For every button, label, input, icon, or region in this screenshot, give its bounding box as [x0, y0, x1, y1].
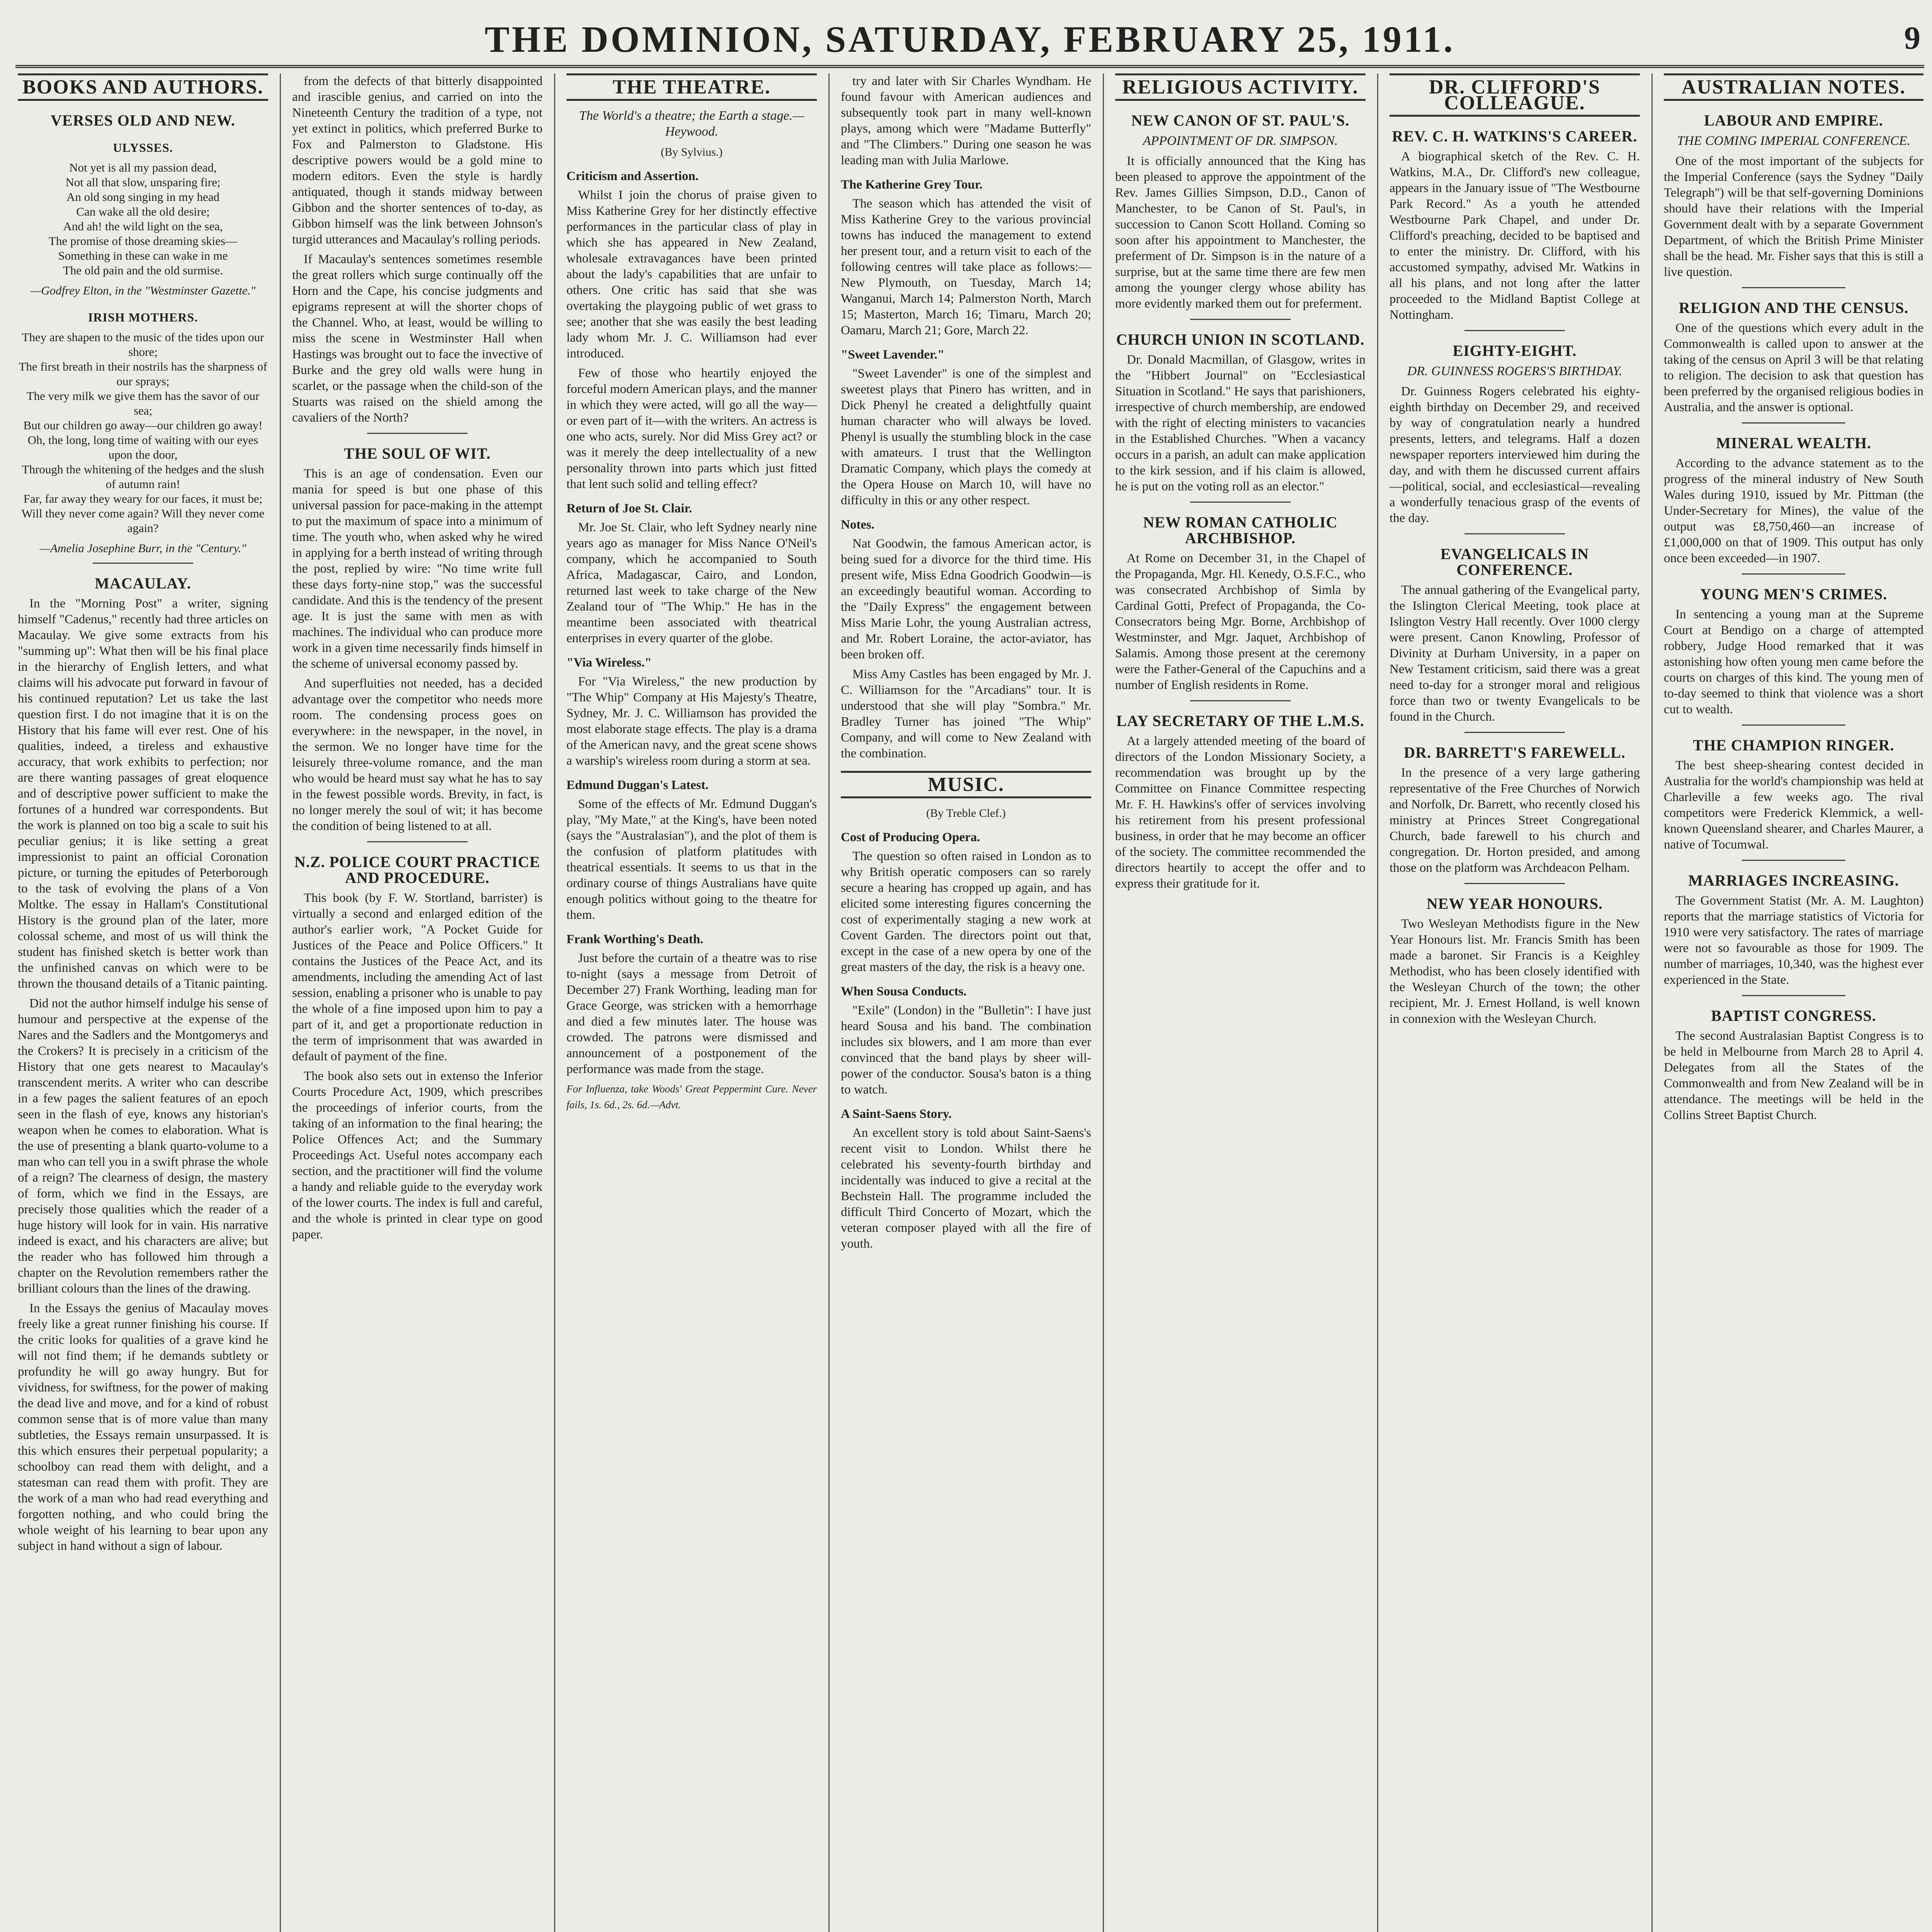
article-paragraph: Whilst I join the chorus of praise given to Miss Katherine Grey for her distinctly effective performances in the particular class of play in which she has appeared in New Zealand, wholesale extravagances have been printed about the lady's capabilities that are unfair to others. One critic has said that she was overtaking the playgoing public of wet grass to see; another that she was easily the best leading lady whom Mr. J. C. Williamson had ever introduced.: [566, 188, 817, 361]
subheading: Frank Worthing's Death.: [566, 932, 704, 946]
section-heading: THE THEATRE.: [566, 73, 817, 101]
subheading: A Saint-Saens Story.: [841, 1107, 952, 1121]
article-paragraph: Nat Goodwin, the famous American actor, is being sued for a divorce for the third time. His present wife, Miss Edna Goodrich Goodwin—is an exceedingly beautiful woman. According to the "Daily Express" the engagement between Miss Marie Lohr, the young Australian actress, and Mr. Robert Loraine, the actor-aviator, has been broken off.: [841, 537, 1091, 662]
poem-text: Not yet is all my passion dead, Not all that slow, unsparing fire; An old song singing in my head Can wake all the old desire; And ah! the wild light on the sea, The promise of those dreaming skies— Something in these can wake in me The old pain and the old surmise.: [48, 161, 238, 277]
article-paragraph: Some of the effects of Mr. Edmund Duggan's play, "My Mate," at the King's, have been noted (says the "Australasian"), and the plot of them is the confusion of platform platitudes with theatrical essentials. It seems to us that in the ordinary course of things Australians have quite enough politics without going to the theatre for them.: [566, 797, 817, 922]
section-heading: MUSIC.: [841, 771, 1091, 798]
poem-text: They are shapen to the music of the tides upon our shore; The first breath in their nostrils has the sharpness of our sprays; The very milk we give them has the savor of our sea; But our children go away—our children go away! Oh, the long, long time of waiting with our eyes upon the door, Through the whitening of the hedges and the slush of autumn rain! Far, far away they weary for our faces, it must be; Will they never come again? Will they never come again?: [19, 330, 267, 535]
divider: [1190, 502, 1290, 503]
divider: [1742, 724, 1846, 726]
column-rule: [1651, 73, 1653, 1932]
divider: [1742, 860, 1846, 861]
article-paragraph: In the presence of a very large gathering representative of the Free Churches of Norwich and Norfolk, Dr. Barrett, who recently closed his ministry at Princes Street Congregational Church, bade farewell to his church and congregation. Dr. Horton presided, and among those on the platform was Archdeacon Pelham.: [1389, 766, 1640, 875]
article-paragraph: The book also sets out in extenso the Inferior Courts Procedure Act, 1909, which prescribes the proceedings of inferior courts, from the taking of an information to the final hearing; the Police Offences Act; and the Summary Proceedings Act. Useful notes accompany each section, and the practitioner will find the volume a handy and reliable guide to the everyday work of the lower courts. The index is full and careful, and the whole is printed in clear type on good paper.: [292, 1069, 543, 1242]
article-heading: DR. BARRETT'S FAREWELL.: [1404, 744, 1626, 761]
subheading: Return of Joe St. Clair.: [566, 502, 692, 515]
article-paragraph: Dr. Guinness Rogers celebrated his eighty-eighth birthday on December 29, and received by way of congratulation nearly a hundred presents, letters, and telegrams. Half a dozen newspaper reporters interviewed him during the day, and with them he discussed current affairs—political, social, and ecclesiastical—revealing a wonderfully tenacious grasp of the events of the day.: [1389, 384, 1640, 525]
section-heading: BOOKS AND AUTHORS.: [18, 73, 268, 101]
advertisement: For Influenza, take Woods' Great Peppermint Cure. Never fails, 1s. 6d., 2s. 6d.—Advt.: [566, 1083, 817, 1111]
article-heading: THE SOUL OF WIT.: [344, 445, 491, 462]
article-paragraph: Just before the curtain of a theatre was to rise to-night (says a message from Detroit of December 27) Frank Worthing, leading man for Grace George, was stricken with a hemorrhage and died a few minutes later. The house was crowded. The patrons were dismissed and announcement of a postponement of the performance was made from the stage.: [566, 951, 817, 1076]
article-paragraph: Dr. Donald Macmillan, of Glasgow, writes in the "Hibbert Journal" on "Ecclesiastical Situation in Scotland." He says that parishioners, irrespective of church membership, are endowed with the right of electing ministers to vacancies in the Established Churches. "When a vacancy occurs in a parish, an adult can make application to the kirk session, and if his claim is allowed, he is put on the voting roll as an elector.": [1115, 353, 1366, 493]
article-paragraph: "Sweet Lavender" is one of the simplest and sweetest plays that Pinero has written, and in Dick Phenyl he created a delightfully quaint human character who will always be loved. Phenyl is usually the stumbling block in the case with amateurs. I trust that the Wellington Dramatic Company, which plays the comedy at the Opera House on March 10, will have no difficulty in this or any other respect.: [841, 367, 1091, 507]
divider: [1464, 883, 1565, 884]
column-australian-notes: [1654, 73, 1932, 1932]
article-heading: MARRIAGES INCREASING.: [1688, 872, 1899, 889]
article-paragraph: An excellent story is told about Saint-Saens's recent visit to London. Whilst there he celebrated his seventy-fourth birthday and incidentally was induced to give a recital at the Bechstein Hall. The programme included the difficult Third Concerto of Mozart, which the veteran composer played with all the fire of youth.: [841, 1126, 1091, 1251]
poem-credit: —Amelia Josephine Burr, in the "Century.": [39, 541, 247, 555]
section-heading: DR. CLIFFORD'S COLLEAGUE.: [1389, 73, 1640, 117]
article-heading: BAPTIST CONGRESS.: [1711, 1007, 1876, 1024]
article-paragraph: try and later with Sir Charles Wyndham. He found favour with American audiences and subsequently took part in many well-known plays, among which were "Madame Butterfly" and "The Climbers." During one season he was leading man with Julia Marlowe.: [841, 74, 1091, 167]
article-paragraph: According to the advance statement as to the progress of the mineral industry of New South Wales during 1910, issued by Mr. Pittman (the Under-Secretary for Mines), the value of the output was £8,750,460—an increase of £1,000,000 on that of 1909. This output has only once been exceeded—in 1907.: [1664, 456, 1923, 565]
divider: [1190, 319, 1290, 320]
article-paragraph: In the "Morning Post" a writer, signing himself "Cadenus," recently had three articles on Macaulay. We give some extracts from his "summing up": What then will be his final place in the hierarchy of English letters, and what claims will his advocate put forward in favour of his continued reputation? Let us take the last question first. I do not imagine that it is on the History that his fame will ever rest. One of his qualities, indeed, a tireless and exhaustive accuracy, that work exhibits to perfection; nor are there wanting passages of great eloquence and of descriptive power sufficient to make the fortunes of a hundred war correspondents. But the work is planned on too big a scale to suit his peculiar genius; it is like setting a great impressionist to paint an official Coronation picture, or turning the epitudes of Peterborough to the task of evolving the plans of a Von Moltke. The essay in Hallam's Constitutional History is the ground plan of the later, more colossal scheme, and most of us will think the student has finished sketch is better work than the unfinished canvas on which were to be thrown the thousand details of a Titanic painting.: [18, 597, 268, 991]
divider: [367, 841, 467, 842]
divider: [1190, 700, 1290, 701]
divider: [367, 433, 467, 434]
article-paragraph: A biographical sketch of the Rev. C. H. Watkins, M.A., Dr. Clifford's new colleague, appears in the January issue of "The Westbourne Park Record." As a youth he attended Westbourne Park Chapel, and under Dr. Clifford's preaching, decided to be baptised and to enter the ministry. Dr. Clifford, with his accustomed sympathy, advised Mr. Watkins in all his plans, and not long after the latter proceeded to the Midland Baptist College at Nottingham.: [1389, 150, 1640, 322]
column-theatre: [556, 73, 827, 1932]
article-subheading: DR. GUINNESS ROGERS'S BIRTHDAY.: [1407, 364, 1622, 378]
subheading: Criticism and Assertion.: [566, 169, 699, 183]
article-heading: MACAULAY.: [95, 575, 191, 592]
poem-credit: —Godfrey Elton, in the "Westminster Gazette.": [30, 284, 256, 297]
subheading: The Katherine Grey Tour.: [841, 178, 983, 192]
article-heading: NEW ROMAN CATHOLIC ARCHBISHOP.: [1143, 514, 1338, 547]
subheading: "Sweet Lavender.": [841, 348, 945, 362]
divider: [1742, 287, 1846, 288]
article-paragraph: Did not the author himself indulge his sense of humour and perspective at the expense of the Nares and the Sadlers and the Montgomerys and the Crokers? It is precisely in a criticism of the History that one gets nearest to Macaulay's transcendent merits. A writer who can describe in a few pages the salient features of an epoch seen in the flash of eye, knows any historian's weapon when he comes to elaboration. What is the use of presenting a blank quarto-volume to a man who can tell you in a swift phrase the whole of a reign? The clearness of design, the mastery of form, which we find in the Essays, are precisely those qualities which the reader of a huge history will look for in vain. His narrative indeed is exact, and his characters are alive; but the reader who has followed him through a chapter on the Revolution remembers rather the brilliant colours than the lines of the drawing.: [18, 997, 268, 1296]
column-books-and-authors: [8, 73, 278, 1932]
article-heading: EVANGELICALS IN CONFERENCE.: [1440, 545, 1589, 578]
article-paragraph: The Government Statist (Mr. A. M. Laughton) reports that the marriage statistics of Victoria for 1910 were very satisfactory. The rates of marriage were not so favourable as those for 1909. The number of marriages, 10,340, was the highest ever experienced in the State.: [1664, 894, 1923, 987]
article-heading: CHURCH UNION IN SCOTLAND.: [1116, 331, 1365, 348]
poem-title: IRISH MOTHERS.: [88, 310, 198, 324]
column-religious-activity: [1105, 73, 1376, 1932]
article-paragraph: "Exile" (London) in the "Bulletin": I have just heard Sousa and his band. The combination includes six blowers, and I am more than ever convinced that the band plays by sheer will-power of the conductor. Sousa's baton is a thing to watch.: [841, 1003, 1091, 1097]
section-heading: AUSTRALIAN NOTES.: [1664, 73, 1923, 101]
article-paragraph: At a largely attended meeting of the board of directors of the London Missionary Society, a recommendation was brought up by the Committee on Finance Committee respecting Mr. F. H. Hawkins's offer of services involving his retirement from his present professional business, in order that he may become an officer of the society. The committee recommended the directors heartily to accept the offer and to express their gratitude for it.: [1115, 734, 1366, 891]
article-paragraph: At Rome on December 31, in the Chapel of the Propaganda, Mgr. Hl. Kenedy, O.S.F.C., who was consecrated Archbishop of Simla by Cardinal Gotti, Prefect of Propaganda, the Co-Consecrators being Mgr. Borne, Archbishop of Westminster, and Mgr. Jaquet, Archbishop of Salamis. Among those present at the ceremony were the Father-General of the Capuchins and a number of English residents in Rome.: [1115, 551, 1366, 692]
page-number: 9: [1904, 20, 1920, 56]
article-subheading: THE COMING IMPERIAL CONFERENCE.: [1677, 134, 1910, 148]
section-motto: The World's a theatre; the Earth a stage.—Heywood.: [579, 109, 804, 139]
divider: [1742, 422, 1846, 423]
masthead-title: THE DOMINION, SATURDAY, FEBRUARY 25, 1911.: [485, 19, 1455, 60]
article-paragraph: The question so often raised in London as to why British operatic composers can so rarely secure a hearing has cropped up again, and has elicited some interesting figures concerning the cost of experimentally staging a new work at Covent Garden. The directors point out that, except in the case of a new opera by one of the great masters of the day, the risk is a heavy one.: [841, 849, 1091, 974]
article-heading: REV. C. H. WATKINS'S CAREER.: [1392, 128, 1638, 145]
divider: [1464, 330, 1565, 331]
divider: [1742, 573, 1846, 575]
divider: [1464, 533, 1565, 534]
article-heading: MINERAL WEALTH.: [1716, 434, 1871, 452]
article-paragraph: The season which has attended the visit of Miss Katherine Grey to the various provincial towns has induced the management to extend her present tour, and a return visit to each of the following centres will take place as follows:—New Plymouth, on Tuesday, March 14; Wanganui, March 14; Palmerston North, March 15; Masterton, March 16; Timaru, March 20; Oamaru, March 21; Gore, March 22.: [841, 197, 1091, 337]
article-paragraph: And superfluities not needed, has a decided advantage over the competitor who needs more room. The condensing process goes on everywhere: in the newspaper, in the novel, in the sermon. We no longer have time for the leisurely three-volume romance, and the man who would be heard must say what he has to say in the fewest possible words. Brevity, in fact, is no longer merely the soul of wit; it has become the condition of being listened to at all.: [292, 677, 543, 833]
article-paragraph: In sentencing a young man at the Supreme Court at Bendigo on a charge of attempted robbery, Judge Hood remarked that it was astonishing how often young men came before the courts on charges of this kind. The young men of to-day seemed to think that violence was a short cut to wealth.: [1664, 607, 1923, 716]
column-rule: [280, 73, 281, 1932]
article-heading: EIGHTY-EIGHT.: [1452, 342, 1577, 359]
article-heading: YOUNG MEN'S CRIMES.: [1700, 585, 1888, 603]
column-two: [282, 73, 553, 1932]
article-paragraph: For "Via Wireless," the new production by "The Whip" Company at His Majesty's Theatre, Sydney, Mr. J. C. Williamson has provided the most elaborate stage effects. The play is a drama of the American navy, and the great scene shows a warship's wireless room during a storm at sea.: [566, 675, 817, 768]
divider: [1464, 732, 1565, 733]
article-paragraph: Few of those who heartily enjoyed the forceful modern American plays, and the manner in which they were acted, will go all the way—or even part of it—with the writers. An actress is one who acts, surely. Nor did Miss Grey act? or was it merely the deep intellectuality of a new personality thrown into parts which just fitted that lent such solid and telling effect?: [566, 366, 817, 491]
article-paragraph: The annual gathering of the Evangelical party, the Islington Clerical Meeting, took place at Islington Vestry Hall recently. Over 1000 clergy were present. Canon Knowling, Professor of Divinity at Durham University, in a paper on New Testament criticism, said there was a great need to-day for a stronger moral and religious force than two or twenty Evangelicals to be found in the Church.: [1389, 583, 1640, 724]
article-paragraph: This is an age of condensation. Even our mania for speed is but one phase of this universal passion for pace-making in the attempt to put the maximum of space into a minimum of time. The youth who, when asked why he wired in applying for a berth instead of writing through the post, replied by wire: "No time write full these days forty-nine stop," was the successful candidate. And this is the tendency of the present age. It is just the same with men as with machines. The individual who can produce more work in a given time necessarily finds himself in the scheme of universal economy passed by.: [292, 467, 543, 671]
article-paragraph: If Macaulay's sentences sometimes resemble the great rollers which surge continually off the Horn and the Cape, his concise judgments and epigrams represent at will the shorter chops of the Channel. Who, at least, would be willing to miss the scene in Westminster Hall when Hastings was brought out to face the invective of Burke and the grey old walls were hung in scarlet, or the passage when the child-son of the Stuarts was raised on the shield among the cavaliers of the North?: [292, 252, 543, 425]
article-paragraph: Miss Amy Castles has been engaged by Mr. J. C. Williamson for the "Arcadians" tour. It is understood that she will play "Sombra." Mr. Bradley Turner has joined "The Whip" Company, and will come to New Zealand with the combination.: [841, 667, 1091, 760]
article-subheading: APPOINTMENT OF DR. SIMPSON.: [1143, 134, 1338, 148]
subheading: When Sousa Conducts.: [841, 985, 967, 998]
article-paragraph: The second Australasian Baptist Congress is to be held in Melbourne from March 28 to April 4. Delegates from all the States of the Commonwealth and from New Zealand will be in attendance. The meetings will be held in the Collins Street Baptist Church.: [1664, 1029, 1923, 1122]
column-rule: [828, 73, 830, 1932]
article-heading: NEW YEAR HONOURS.: [1427, 895, 1603, 912]
divider: [93, 563, 193, 564]
article-heading: LAY SECRETARY OF THE L.M.S.: [1116, 712, 1364, 730]
article-heading: NEW CANON OF ST. PAUL'S.: [1131, 112, 1350, 129]
article-paragraph: This book (by F. W. Stortland, barrister) is virtually a second and enlarged edition of the author's earlier work, "A Pocket Guide for Justices of the Peace and Police Officers." It contains the Justices of the Peace Act, and its amendments, including the amending Act of last session, enabling a prisoner who is unable to pay the whole of a fine imposed upon him to pay a part of it, and get a proportionate reduction in the term of imprisonment that was awarded in default of payment of the fine.: [292, 891, 543, 1063]
divider: [1742, 995, 1846, 996]
article-heading: THE CHAMPION RINGER.: [1693, 736, 1895, 754]
poem-title: ULYSSES.: [113, 141, 173, 155]
article-paragraph: The best sheep-shearing contest decided in Australia for the world's championship was held at Charleville a few weeks ago. The rival competitors were Frederick Klemmick, a well-known Queensland shearer, and Charles Maurer, a native of Tocumwal.: [1664, 759, 1923, 852]
subheading: "Via Wireless.": [566, 656, 652, 670]
column-theatre-music: [831, 73, 1101, 1932]
article-heading: VERSES OLD AND NEW.: [51, 112, 235, 129]
article-heading: N.Z. POLICE COURT PRACTICE AND PROCEDURE.: [294, 853, 541, 886]
column-rule: [554, 73, 555, 1932]
byline: (By Treble Clef.): [926, 807, 1006, 820]
article-paragraph: Mr. Joe St. Clair, who left Sydney nearly nine years ago as manager for Miss Nance O'Neil's company, which he accompanied to South Africa, Madagascar, Cairo, and London, returned last week to take charge of the New Zealand tour of "The Whip." He has in the meantime been associated with theatrical enterprises in every quarter of the globe.: [566, 520, 817, 645]
subheading: Cost of Producing Opera.: [841, 830, 980, 844]
article-paragraph: It is officially announced that the King has been pleased to approve the appointment of the Rev. James Gillies Simpson, D.D., Canon of Manchester, to be Canon of St. Paul's, in succession to Canon Scott Holland. Coming so soon after his appointment to Manchester, the preferment of Dr. Simpson is in the nature of a surprise, but at the same time there are few men among the younger clergy whose ability has more evidently marked them out for preferment.: [1115, 154, 1366, 311]
article-paragraph: Two Wesleyan Methodists figure in the New Year Honours list. Mr. Francis Smith has been made a baronet. Sir Francis is a Keighley Methodist, who has been closely identified with the Wesleyan Church of the town; the other recipient, Mr. J. Ernest Holland, is well known in connexion with the Wesleyan Church.: [1389, 917, 1640, 1026]
column-rule: [1377, 73, 1378, 1932]
article-paragraph: One of the questions which every adult in the Commonwealth is called upon to answer at the taking of the census on April 3 will be that relating to religion. The decision to ask that question has been preferred by the organised religious bodies in Australia, and the answer is optional.: [1664, 321, 1923, 414]
subheading: Edmund Duggan's Latest.: [566, 778, 709, 792]
article-heading: LABOUR AND EMPIRE.: [1704, 112, 1883, 129]
section-heading: RELIGIOUS ACTIVITY.: [1115, 73, 1366, 101]
subheading: Notes.: [841, 518, 875, 532]
column-rule: [1103, 73, 1104, 1932]
masthead: [15, 11, 1924, 68]
article-paragraph: In the Essays the genius of Macaulay moves freely like a great runner finishing his course. If the critic looks for qualities of a grave kind he will not find them; if he demands subtlety or profundity he will go away hungry. But for vividness, for swiftness, for the power of making the dead live and move, and for a kind of robust common sense that is of more value than many subtleties, the Essays remain unsurpassed. It is this which ensures their perpetual popularity; a schoolboy can read them with delight, and a statesman can read them with profit. They are the work of a man who had read everything and forgotten nothing, and who could bring the whole weight of his learning to bear upon any subject in hand without a sign of labour.: [18, 1301, 268, 1553]
article-heading: RELIGION AND THE CENSUS.: [1679, 299, 1909, 316]
byline: (By Sylvius.): [660, 146, 723, 158]
column-clifford-colleague: [1379, 73, 1650, 1932]
article-paragraph: from the defects of that bitterly disappointed and irascible genius, and carried on into the Nineteenth Century the tradition of a type, not yet extinct in politics, which preferred Burke to Fox and Palmerston to Gladstone. His descriptive powers would be a gold mine to modern editors. Even the style is hardly antiquated, though it stands midway between Gibbon and the shorter sentences of to-day, as Gibbon himself was the link between Johnson's turgid utterances and Macaulay's rolling periods.: [292, 74, 543, 247]
article-paragraph: One of the most important of the subjects for the Imperial Conference (says the Sydney "Daily Telegraph") will be that self-governing Dominions should have their relations with the Imperial Government dealt with by a separate Government Department, of which the British Prime Minister shall be the head. Mr. Fisher says that this is still a live question.: [1664, 154, 1923, 279]
